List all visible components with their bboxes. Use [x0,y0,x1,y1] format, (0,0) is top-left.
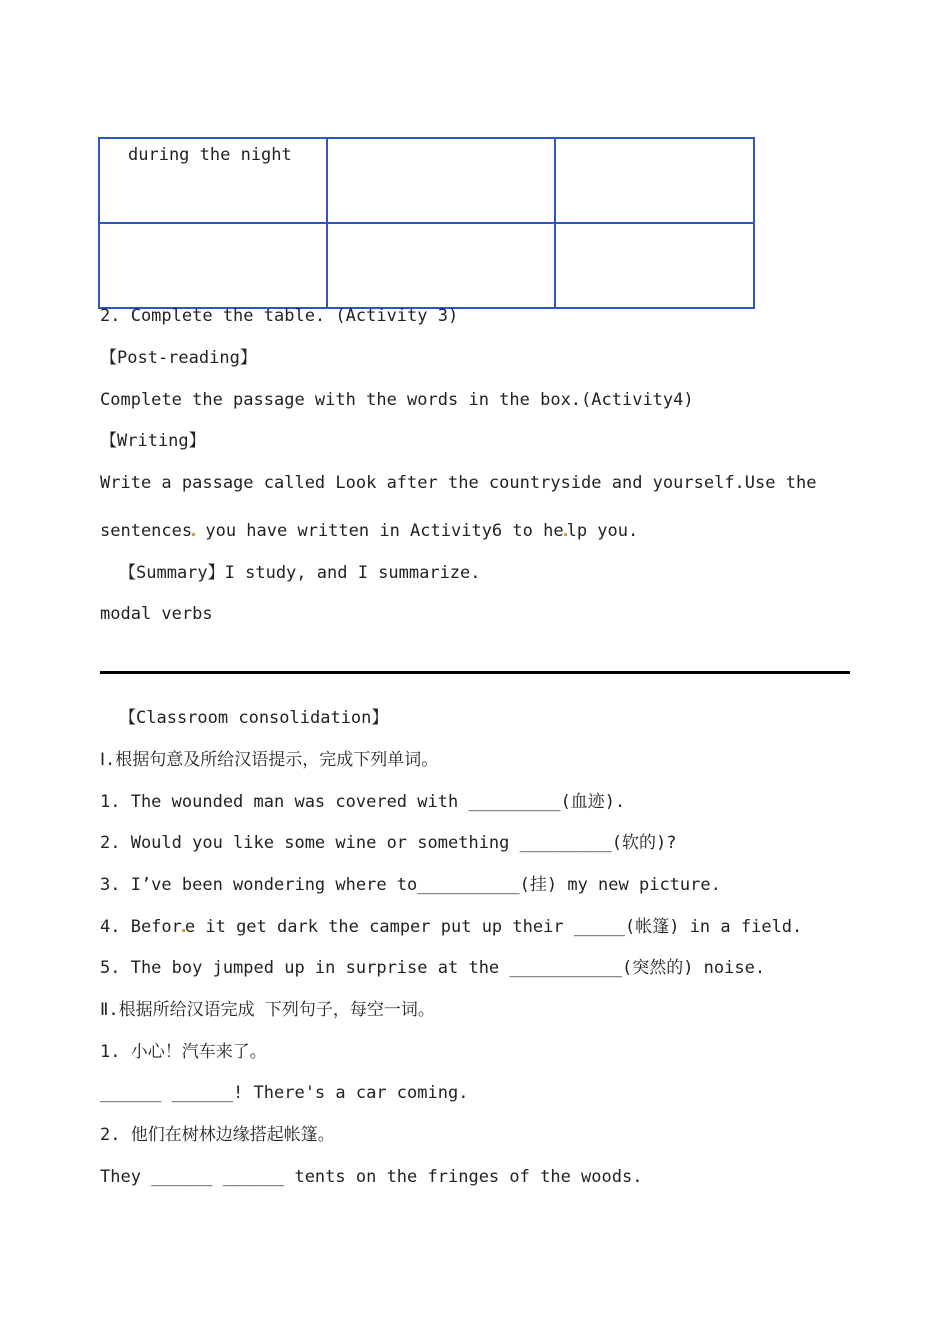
table-cell: during the night [99,138,327,223]
sentence-1-chinese: 1. 小心！汽车来了。 [100,1042,267,1062]
writing-heading: 【Writing】 [100,431,206,451]
section-2-heading: Ⅱ.根据所给汉语完成 下列句子，每空一词。 [100,1000,435,1020]
section-1-heading: Ⅰ.根据句意及所给汉语提示，完成下列单词。 [100,750,439,770]
writing-instruction: Write a passage called Look after the countryside and yourself.Use the [100,473,817,493]
text-segment: sentences [100,521,193,541]
table-cell [327,138,555,223]
complete-passage-instruction: Complete the passage with the words in the box.(Activity4) [100,390,694,410]
table-cell [327,223,555,308]
text-segment: lp you. [566,521,639,541]
table-row [99,223,754,308]
table-cell [555,138,754,223]
text-segment: you have written in Activity6 to he [195,521,564,541]
question-5: 5. The boy jumped up in surprise at the ___________(突然的) noise. [100,958,766,978]
sentence-2-english: They ______ ______ tents on the fringes of the woods. [100,1167,643,1187]
table-cell [99,223,327,308]
summary-heading: 【Summary】I study, and I summarize. [119,563,481,583]
modal-verbs-label: modal verbs [100,604,213,624]
question-1: 1. The wounded man was covered with _________(血迹). [100,792,626,812]
complete-table-instruction: 2. Complete the table. (Activity 3) [100,306,459,326]
question-4 [100,916,802,938]
question-3: 3. I’ve been wondering where to__________(挂) my new picture. [100,875,721,895]
question-2: 2. Would you like some wine or something _________(软的)? [100,833,677,853]
table-row [99,138,754,223]
horizontal-rule [100,671,850,674]
sentence-1-english: ______ ______! There's a car coming. [100,1083,469,1103]
table-cell [555,223,754,308]
text-segment: e it get dark the camper put up their _____(帐篷) in a field. [184,917,803,937]
text-segment: 4. Befor [100,917,182,937]
post-reading-heading: 【Post-reading】 [100,348,257,368]
sentence-2-chinese: 2. 他们在树林边缘搭起帐篷。 [100,1125,335,1145]
consolidation-heading: 【Classroom consolidation】 [119,708,389,728]
notes-table [98,137,755,309]
writing-instruction-continued [100,520,638,542]
